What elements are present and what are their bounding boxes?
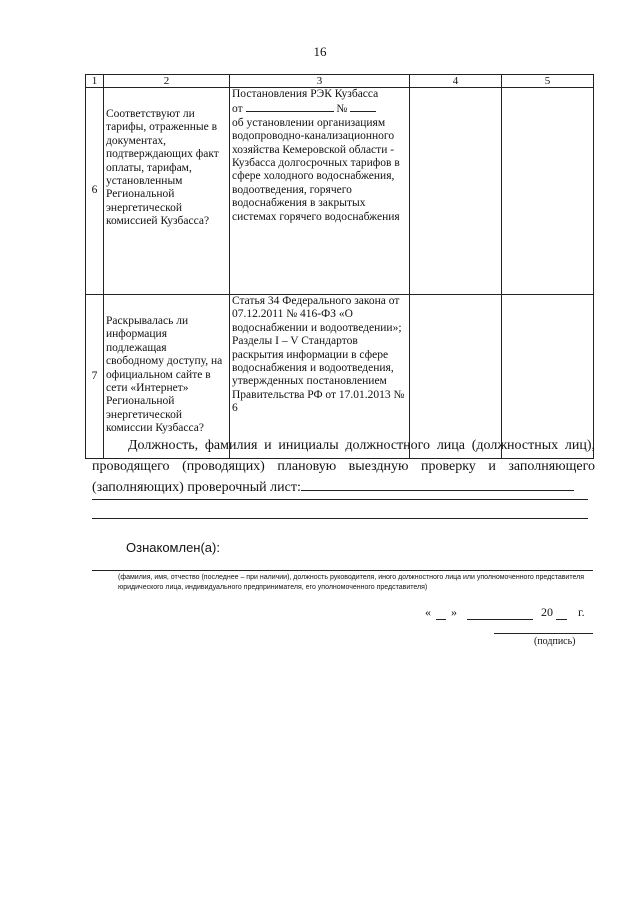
blank-line[interactable] [92, 518, 588, 519]
answer-cell-4[interactable] [410, 295, 502, 459]
reference-cell: Статья 34 Федерального закона от 07.12.2011 № 416-ФЗ «О водоснабжении и водоотведении»; Разделы I – V Стандартов раскрытия информации в сфере водоснабжения и водоотведения, утвержденных постановлением Правительства РФ от 17.01.2013 № 6 [230, 295, 410, 459]
column-header: 2 [104, 75, 230, 88]
column-header: 4 [410, 75, 502, 88]
answer-cell-5[interactable] [502, 295, 594, 459]
inspector-fill-line[interactable] [301, 478, 574, 491]
table-row [86, 295, 594, 459]
year-suffix: г. [578, 605, 585, 619]
answer-cell-4[interactable] [410, 88, 502, 295]
answer-cell-5[interactable] [502, 88, 594, 295]
inspector-position-text: Должность, фамилия и инициалы должностного лица (должностных лиц), проводящего (проводящих) плановую выездную проверку и заполняющего (заполняющих) проверочный лист: [92, 438, 595, 495]
blank-line[interactable] [92, 499, 588, 500]
table-header-row [86, 75, 594, 88]
year-blank[interactable] [556, 619, 567, 620]
year-prefix: 20 [541, 605, 553, 619]
reference-no-label: № [336, 103, 348, 116]
row-number: 7 [86, 295, 104, 459]
question-cell: Раскрывалась ли информация подлежащая свободному доступу, на официальном сайте в сети «Интернет» Региональной энергетической комиссии Кузбасса? [104, 295, 230, 459]
date-blank [246, 101, 334, 112]
page-number: 16 [313, 44, 327, 59]
acknowledged-line[interactable] [92, 570, 593, 571]
reference-from-label: от [232, 103, 243, 116]
question-cell: Соответствуют ли тарифы, отраженные в документах, подтверждающих факт оплаты, тарифам, установленным Региональной энергетической комиссией Кузбасса? [104, 88, 230, 295]
checklist-table [85, 74, 594, 459]
row-number: 6 [86, 88, 104, 295]
table-row [86, 88, 594, 295]
column-header: 3 [230, 75, 410, 88]
inspector-position-block [92, 435, 595, 498]
signature-line[interactable] [494, 633, 593, 634]
day-blank[interactable] [436, 619, 446, 620]
reference-date-line [232, 101, 407, 116]
reference-cell [230, 88, 410, 295]
acknowledged-label: Ознакомлен(а): [126, 540, 220, 555]
date-close-quote: » [451, 605, 457, 619]
acknowledged-caption: (фамилия, имя, отчество (последнее – при наличии), должность руководителя, иного должностного лица или уполномоченного представителя юридического лица, индивидуального предпринимателя, его уполномоченного представителя) [118, 574, 585, 591]
reference-title: Постановления РЭК Кузбасса [232, 88, 379, 100]
date-open-quote: « [425, 605, 431, 619]
signature-label: (подпись) [534, 636, 576, 647]
column-header: 5 [502, 75, 594, 88]
month-blank[interactable] [467, 619, 533, 620]
number-blank [350, 101, 376, 112]
reference-body: об установлении организациям водопроводно-канализационного хозяйства Кемеровской области - Кузбасса долгосрочных тарифов в сфере холодного водоснабжения, водоотведения, горячего водоснабжения в закрытых системах горячего водоснабжения [232, 116, 400, 223]
column-header: 1 [86, 75, 104, 88]
